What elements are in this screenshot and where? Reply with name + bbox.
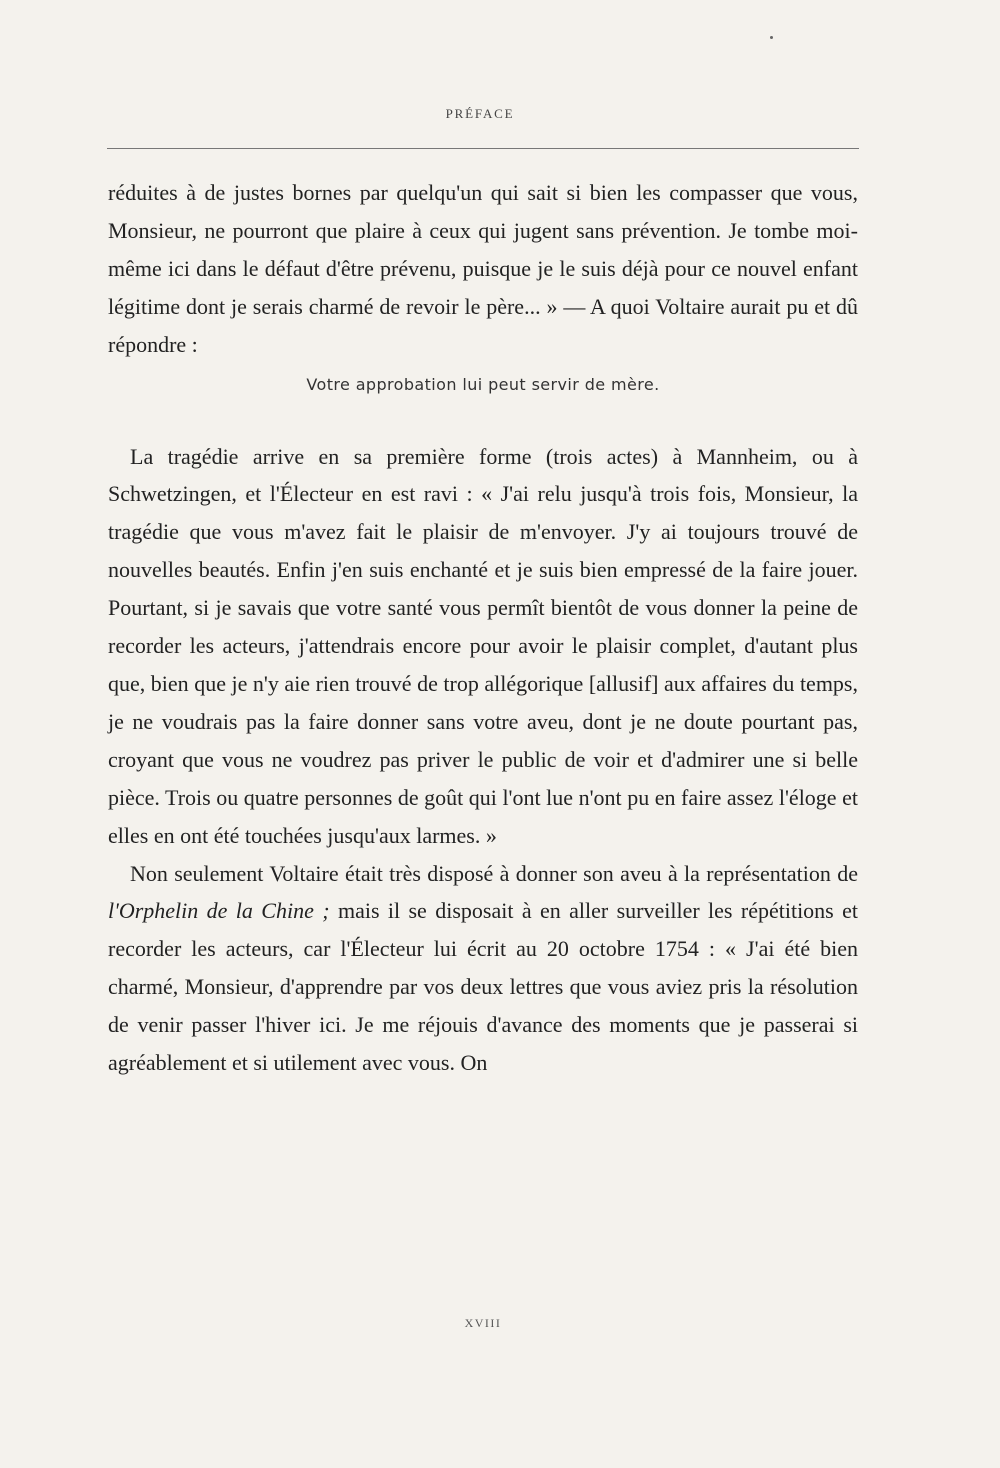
paragraph-continuation: réduites à de justes bornes par quelqu'un qui sait si bien les compasser que vous, Monsieur, ne pourront que plaire à ceux qui jugent sans prévention. Je tombe moi-même ici dans le défaut d'être prévenu, puisque je le suis déjà pour ce nouvel enfant légitime dont je serais charmé de revoir le père... » — A quoi Voltaire aurait pu et dû répondre : <box>108 180 858 357</box>
paper-speck <box>770 36 773 39</box>
running-head: PRÉFACE <box>445 106 515 121</box>
header-rule <box>107 148 859 149</box>
paragraph-voltaire-visit <box>108 855 858 1082</box>
page-number: XVIII <box>464 1316 502 1330</box>
verse-quotation: Votre approbation lui peut servir de mère. <box>306 374 660 394</box>
play-title: l'Orphelin de la Chine ; <box>108 898 330 924</box>
paragraph-voltaire-visit-end: mais il se disposait à en aller surveiller les répétitions et recorder les acteurs, car l'Électeur lui écrit au 20 octobre 1754 : « J'ai été bien charmé, Monsieur, d'apprendre par vos deux lettres que vous aviez pris la résolution de venir passer l'hiver ici. Je me réjouis d'avance des moments que je passerai si agréablement et si utilement avec vous. On <box>108 898 859 1076</box>
paragraph-elector-letter: La tragédie arrive en sa première forme (trois actes) à Mannheim, ou à Schwetzingen, et l'Électeur en est ravi : « J'ai relu jusqu'à trois fois, Monsieur, la tragédie que vous m'avez fait le plaisir de m'envoyer. J'y ai toujours trouvé de nouvelles beautés. Enfin j'en suis enchanté et je suis bien empressé de la faire jouer. Pourtant, si je savais que votre santé vous permît bientôt de vous donner la peine de recorder les acteurs, j'attendrais encore pour avoir le plaisir complet, d'autant plus que, bien que je n'y aie rien trouvé de trop allégorique [allusif] aux affaires du temps, je ne voudrais pas la faire donner sans votre aveu, dont je ne doute pourtant pas, croyant que vous ne voudrez pas priver le public de voir et d'admirer une si belle pièce. Trois ou quatre personnes de goût qui l'ont lue n'ont pu en faire assez l'éloge et elles en ont été touchées jusqu'aux larmes. » <box>108 443 858 848</box>
body-text <box>108 174 858 1082</box>
paragraph-voltaire-visit-start: Non seulement Voltaire était très disposé à donner son aveu à la représentation de <box>130 860 858 886</box>
